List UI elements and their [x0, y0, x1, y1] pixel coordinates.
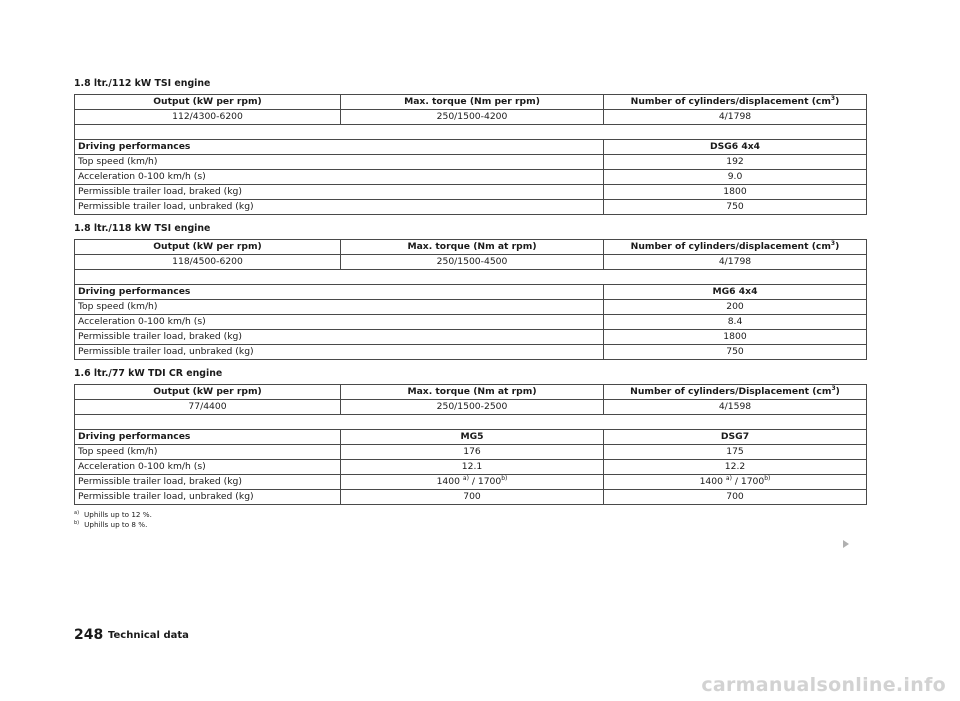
- table-row: [75, 315, 867, 330]
- header-output: Output (kW per rpm): [75, 385, 341, 400]
- table-header-row: [75, 95, 867, 110]
- page-number: 248: [74, 627, 104, 643]
- footnote-a: $^{a)}$ Uphills up to 12 %.: [74, 509, 152, 519]
- row-value: 750: [604, 345, 867, 360]
- table-row: [75, 255, 867, 270]
- row-value: 750: [604, 200, 867, 215]
- row-value: 1800: [604, 185, 867, 200]
- value-torque: 250/1500-4500: [341, 255, 604, 270]
- header-cylinders: Number of cylinders/displacement $(cm^3)$: [604, 240, 867, 255]
- header-output: Output (kW per rpm): [75, 95, 341, 110]
- row-label: Permissible trailer load, unbraked (kg): [75, 200, 604, 215]
- row-value: 8.4: [604, 315, 867, 330]
- perf-header: Driving performances: [75, 285, 604, 300]
- header-cylinders: Number of cylinders/displacement $(cm^3)$: [604, 95, 867, 110]
- row-value: 700: [604, 490, 867, 505]
- value-output: 118/4500-6200: [75, 255, 341, 270]
- header-cylinders: Number of cylinders/Displacement $(cm^3)$: [604, 385, 867, 400]
- row-value: 12.1: [341, 460, 604, 475]
- table-row: [75, 345, 867, 360]
- spacer-row: [75, 270, 867, 285]
- header-torque: Max. torque (Nm per rpm): [341, 95, 604, 110]
- engine-title-3: 1.6 ltr./77 kW TDI CR engine: [74, 368, 223, 379]
- value-torque: 250/1500-4200: [341, 110, 604, 125]
- watermark: carmanualsonline.info: [701, 674, 946, 696]
- table-row: [75, 140, 867, 155]
- value-cylinders: 4/1798: [604, 110, 867, 125]
- row-value: 192: [604, 155, 867, 170]
- table-row: [75, 185, 867, 200]
- table-row: [75, 430, 867, 445]
- row-label: Acceleration 0-100 km/h (s): [75, 170, 604, 185]
- value-output: 77/4400: [75, 400, 341, 415]
- engine-table-2: [74, 239, 867, 360]
- value-cylinders: 4/1598: [604, 400, 867, 415]
- table-row: [75, 330, 867, 345]
- row-value: 200: [604, 300, 867, 315]
- row-value: 9.0: [604, 170, 867, 185]
- engine-table-3: [74, 384, 867, 505]
- table-header-row: [75, 385, 867, 400]
- continue-arrow-icon: [843, 540, 849, 548]
- spacer-row: [75, 125, 867, 140]
- row-label: Top speed (km/h): [75, 155, 604, 170]
- row-label: Acceleration 0-100 km/h (s): [75, 315, 604, 330]
- header-output: Output (kW per rpm): [75, 240, 341, 255]
- table-row: [75, 285, 867, 300]
- perf-header: Driving performances: [75, 430, 341, 445]
- header-torque: Max. torque (Nm at rpm): [341, 240, 604, 255]
- table-row: [75, 400, 867, 415]
- row-label: Permissible trailer load, unbraked (kg): [75, 490, 341, 505]
- row-value-footnoted: 1400 $^{a)}$ / 1700$^{b)}$: [341, 475, 604, 490]
- perf-col: DSG6 4x4: [604, 140, 867, 155]
- value-torque: 250/1500-2500: [341, 400, 604, 415]
- spacer-row: [75, 415, 867, 430]
- table-row: [75, 170, 867, 185]
- row-label: Top speed (km/h): [75, 300, 604, 315]
- engine-title-1: 1.8 ltr./112 kW TSI engine: [74, 78, 211, 89]
- table-header-row: [75, 240, 867, 255]
- table-row: [75, 445, 867, 460]
- footnotes: [74, 510, 866, 530]
- perf-header: Driving performances: [75, 140, 604, 155]
- table-row: [75, 490, 867, 505]
- row-value: 176: [341, 445, 604, 460]
- table-row: [75, 460, 867, 475]
- row-value: 175: [604, 445, 867, 460]
- engine-table-1: [74, 94, 867, 215]
- perf-col: MG6 4x4: [604, 285, 867, 300]
- row-value: 12.2: [604, 460, 867, 475]
- value-output: 112/4300-6200: [75, 110, 341, 125]
- row-label: Permissible trailer load, braked (kg): [75, 330, 604, 345]
- table-row: [75, 110, 867, 125]
- row-label: Top speed (km/h): [75, 445, 341, 460]
- table-row: [75, 475, 867, 490]
- row-value-footnoted: 1400 $^{a)}$ / 1700$^{b)}$: [604, 475, 867, 490]
- row-value: 1800: [604, 330, 867, 345]
- row-label: Permissible trailer load, unbraked (kg): [75, 345, 604, 360]
- perf-col-mg5: MG5: [341, 430, 604, 445]
- table-row: [75, 155, 867, 170]
- chapter-title: Technical data: [108, 630, 189, 641]
- header-torque: Max. torque (Nm at rpm): [341, 385, 604, 400]
- row-label: Permissible trailer load, braked (kg): [75, 185, 604, 200]
- table-row: [75, 200, 867, 215]
- table-row: [75, 300, 867, 315]
- row-label: Acceleration 0-100 km/h (s): [75, 460, 341, 475]
- engine-title-2: 1.8 ltr./118 kW TSI engine: [74, 223, 211, 234]
- footnote-b: $^{b)}$ Uphills up to 8 %.: [74, 519, 148, 529]
- technical-data-page: [74, 78, 866, 530]
- perf-col-dsg7: DSG7: [604, 430, 867, 445]
- row-value: 700: [341, 490, 604, 505]
- row-label: Permissible trailer load, braked (kg): [75, 475, 341, 490]
- value-cylinders: 4/1798: [604, 255, 867, 270]
